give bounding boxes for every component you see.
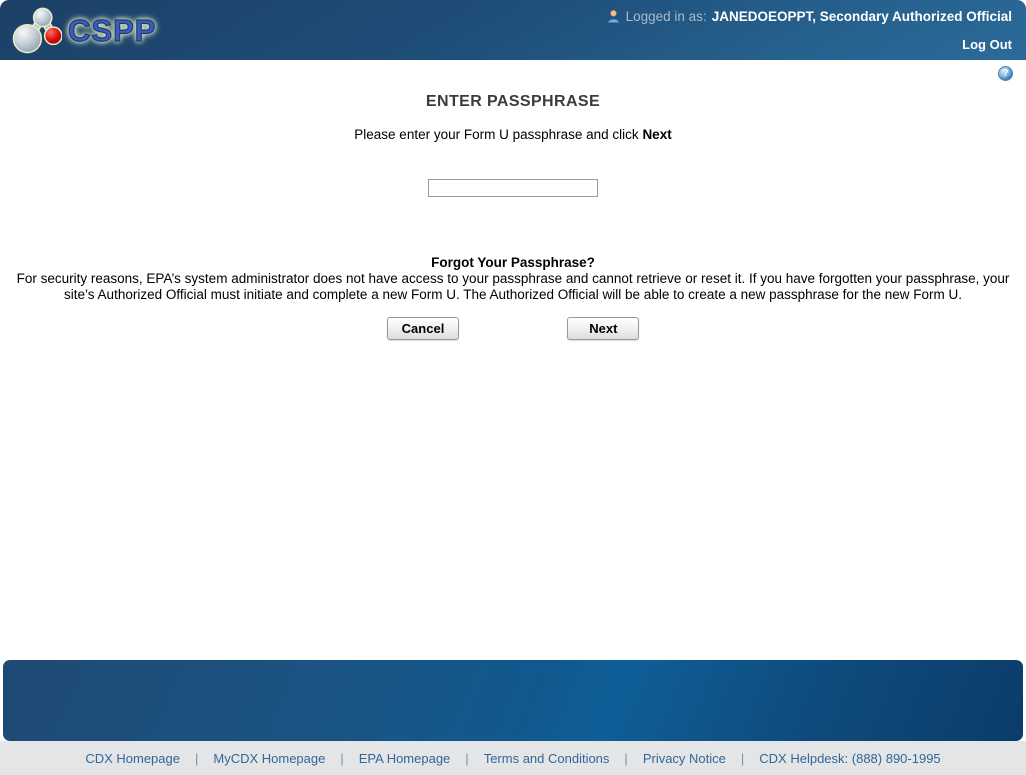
footer-link-epa-homepage[interactable]: EPA Homepage (358, 750, 451, 766)
app-logo (10, 0, 156, 54)
cancel-button[interactable]: Cancel (387, 317, 460, 340)
logged-in-prefix: Logged in as: (625, 9, 707, 24)
footer-banner (3, 660, 1023, 741)
footer-link-privacy-notice[interactable]: Privacy Notice (642, 750, 726, 766)
footer-link-terms-and-conditions[interactable]: Terms and Conditions (483, 750, 610, 766)
molecule-logo-icon (10, 7, 62, 54)
logo-text: CSPP (68, 12, 157, 48)
next-button[interactable]: Next (567, 317, 639, 340)
forgot-passphrase-body: For security reasons, EPA’s system administrator does not have access to your passphrase and cannot retrieve or reset it. If you have forgotten your passphrase, your site’s Authorized Official must initiate and complete a new Form U. The Authorized Official will be able to create a new passphrase for the new Form U. (16, 271, 1010, 302)
footer-link-mycdx-homepage[interactable]: MyCDX Homepage (213, 750, 326, 766)
instruction-emphasis: Next (642, 127, 672, 142)
footer-link-cdx-helpdesk[interactable]: CDX Helpdesk: (888) 890-1995 (759, 750, 941, 766)
main-content (0, 60, 1026, 660)
instruction-prefix: Please enter your Form U passphrase and click (354, 127, 639, 142)
help-icon[interactable]: ? (998, 66, 1013, 81)
footer-band-wrap (0, 660, 1026, 741)
footer-separator: | (740, 750, 745, 766)
footer-separator: | (340, 750, 344, 766)
button-row (0, 317, 1026, 340)
user-icon (606, 9, 621, 24)
forgot-passphrase-heading: Forgot Your Passphrase? (431, 255, 595, 270)
logout-link[interactable]: Log Out (962, 37, 1012, 52)
app-header (0, 0, 1026, 60)
passphrase-input[interactable] (428, 179, 598, 197)
footer-separator: | (465, 750, 469, 766)
footer-link-cdx-homepage[interactable]: CDX Homepage (85, 750, 180, 766)
footer-links-bar (0, 741, 1026, 775)
footer-separator: | (624, 750, 628, 766)
instruction-text (0, 127, 1026, 143)
logged-in-user: JANEDOEOPPT, Secondary Authorized Official (711, 9, 1012, 24)
footer-separator: | (194, 750, 199, 766)
page-title: ENTER PASSPHRASE (425, 93, 601, 110)
